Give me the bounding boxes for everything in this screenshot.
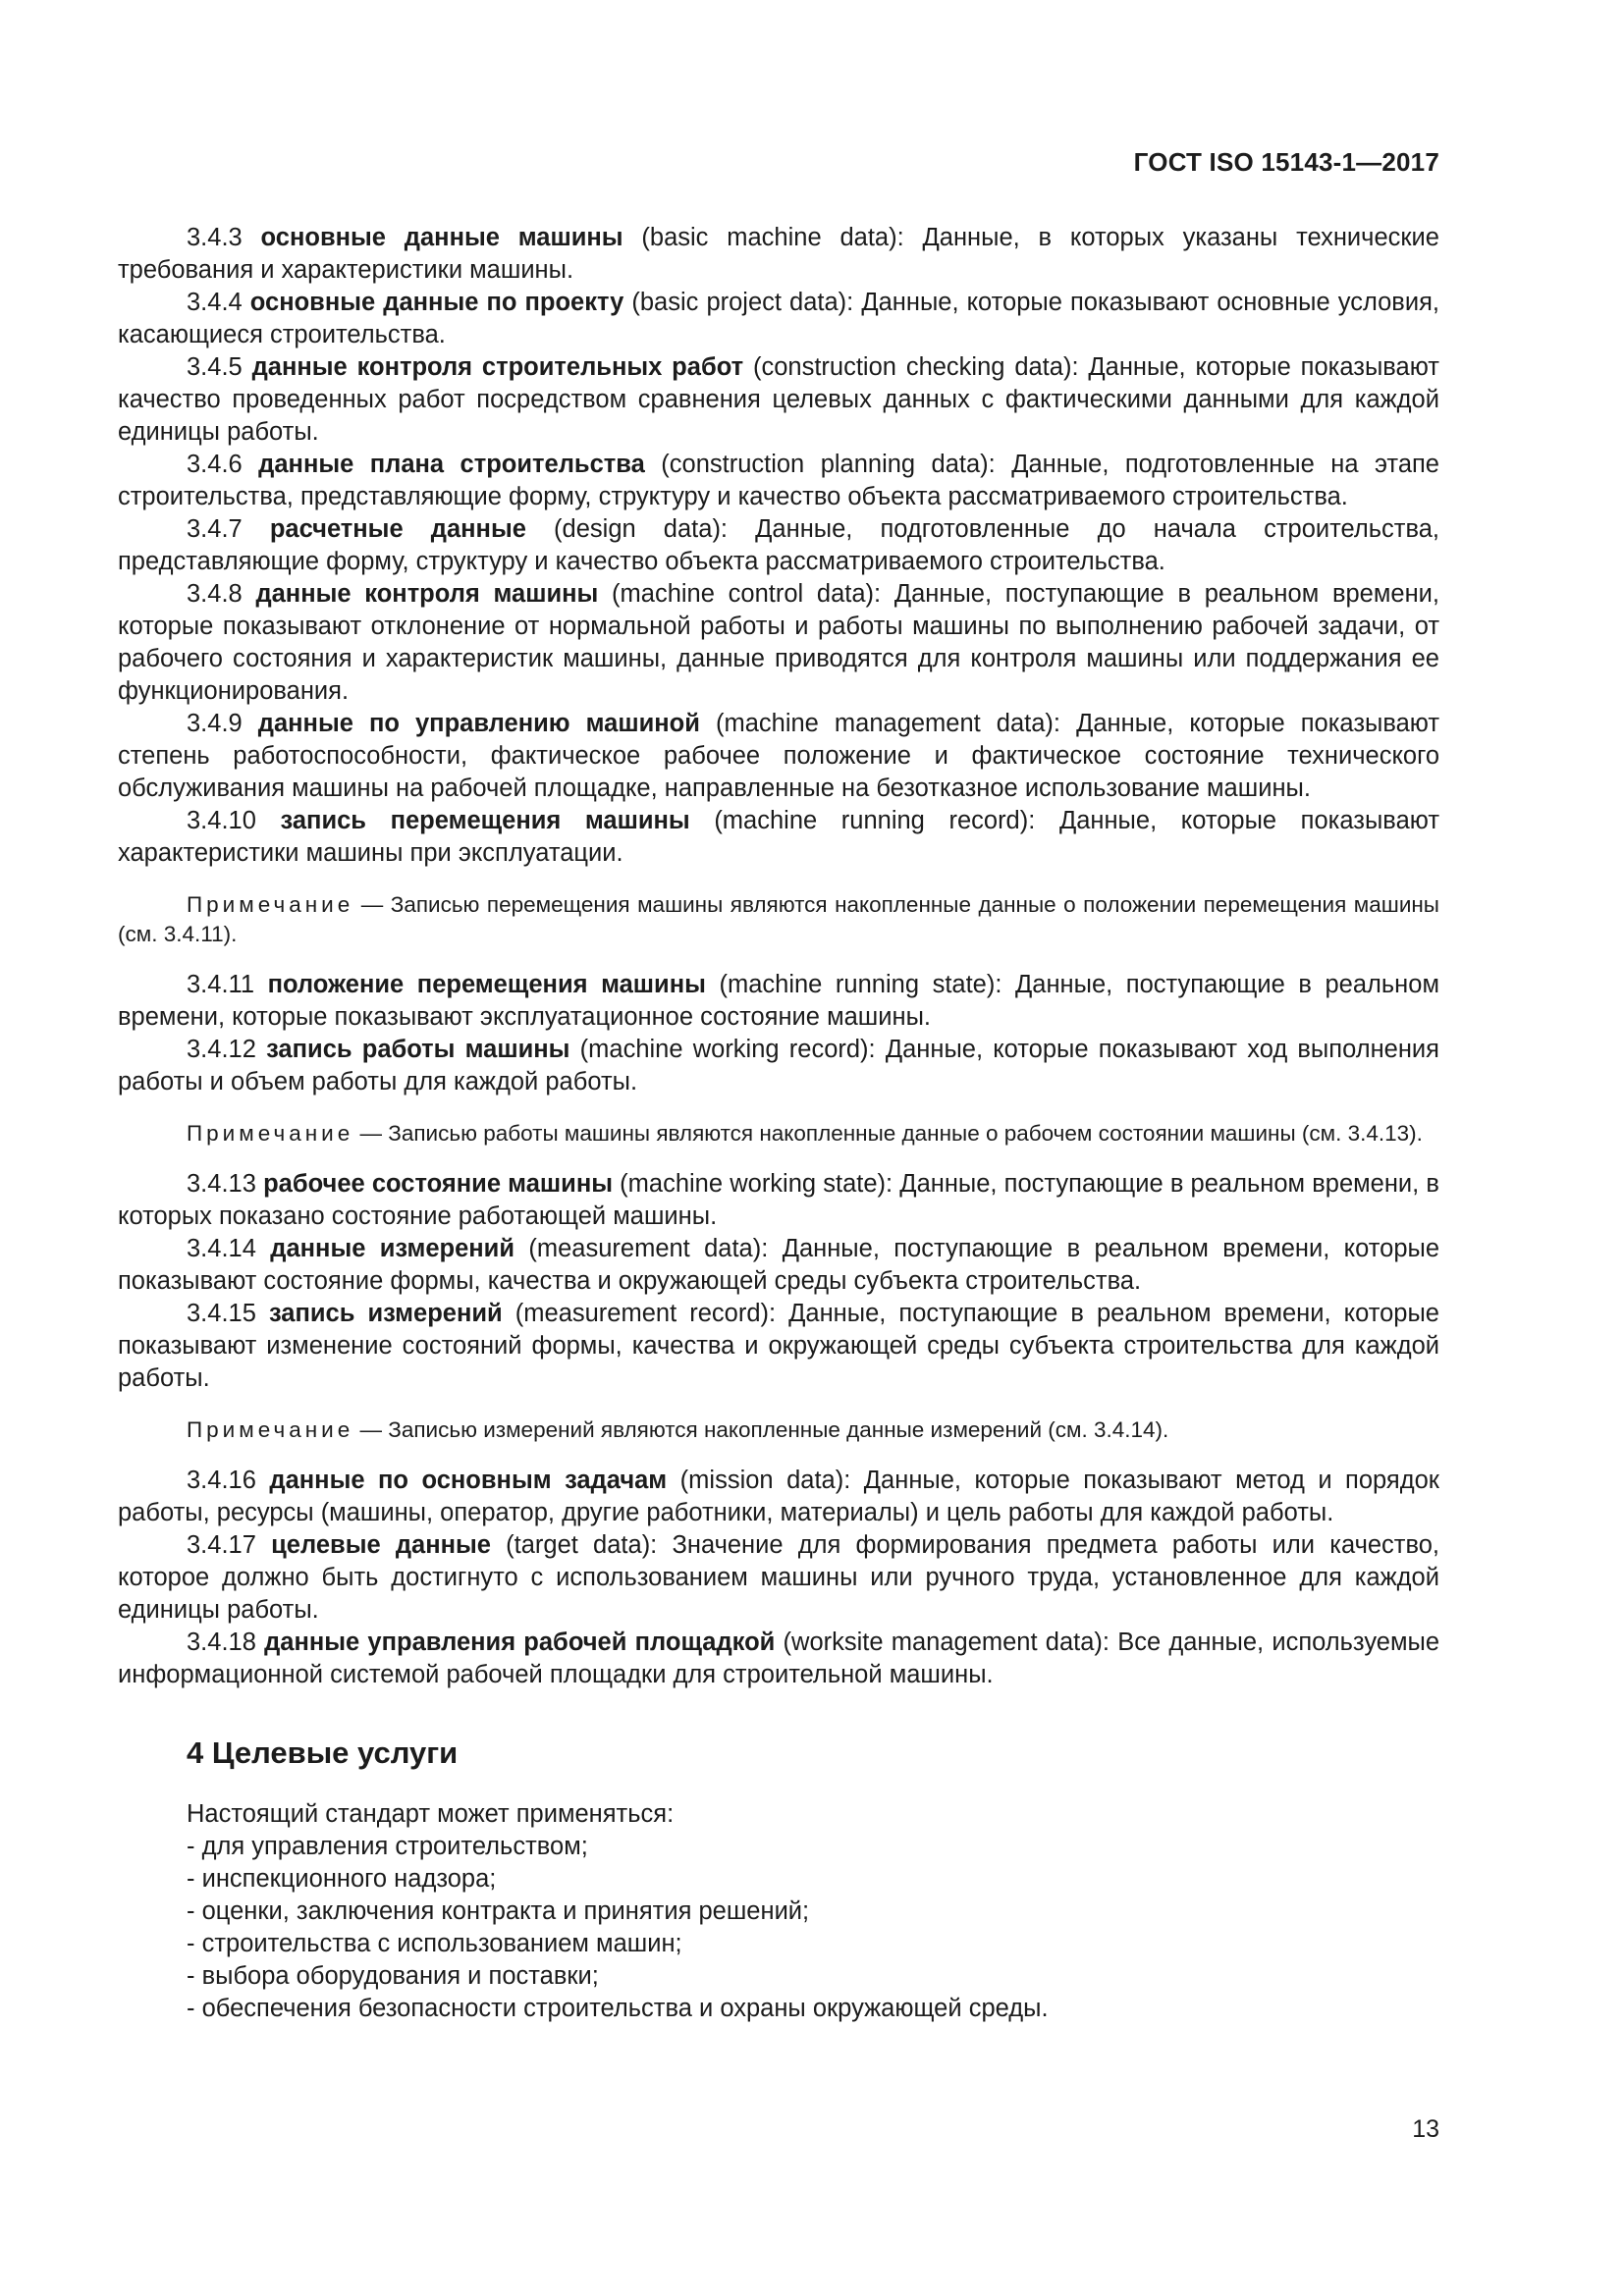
term-english: (basic project data): — [631, 289, 854, 316]
term-name: данные контроля строительных работ — [251, 353, 744, 381]
term-note — [118, 1415, 1439, 1445]
term-definition-text: Данные, которые показывают метод и порядок работы, ресурсы (машины, оператор, другие работники, материалы) и цель работы для каждой работы. — [118, 1467, 1439, 1526]
term-english: (basic machine data): — [641, 224, 904, 251]
term-number: 3.4.11 — [187, 971, 255, 998]
term-number: 3.4.13 — [187, 1170, 256, 1198]
term-number: 3.4.7 — [187, 515, 243, 543]
term-definition — [118, 708, 1439, 805]
document-body — [118, 222, 1439, 2025]
list-item: - обеспечения безопасности строительства и охраны окружающей среды. — [187, 1995, 1049, 2022]
term-number: 3.4.12 — [187, 1036, 256, 1063]
term-definition-text: Данные, которые показывают характеристики машины при эксплуатации. — [118, 807, 1439, 867]
term-name: данные управления рабочей площадкой — [264, 1629, 776, 1656]
term-number: 3.4.14 — [187, 1235, 256, 1262]
note-label: Примечание — [187, 1121, 354, 1146]
term-name: запись измерений — [268, 1300, 503, 1327]
section-intro: Настоящий стандарт может применяться: — [187, 1800, 675, 1828]
term-definition-text: Данные, поступающие в реальном времени, которые показывают отклонение от нормальной работы и работы машины по выполнению рабочей задачи, от рабочего состояния и характеристик машины, данные приводятся для контроля машины или поддержания ее функционирования. — [118, 580, 1439, 705]
list-item: - инспекционного надзора; — [187, 1865, 497, 1893]
term-name: данные по управлению машиной — [257, 710, 700, 737]
term-name: рабочее состояние машины — [263, 1170, 613, 1198]
term-name: целевые данные — [271, 1531, 491, 1559]
section-title: 4 Целевые услуги — [187, 1735, 459, 1770]
term-english: (worksite management data): — [783, 1629, 1110, 1656]
term-definition-text: Данные, подготовленные на этапе строительства, представляющие форму, структуру и качество объекта рассматриваемого строительства. — [118, 451, 1439, 510]
term-english: (construction checking data): — [752, 353, 1079, 381]
term-definition-text: Данные, которые показывают степень работоспособности, фактическое рабочее положение и фактическое состояние технического обслуживания машины на рабочей площадке, направленные на безотказное использование машины. — [118, 710, 1440, 802]
term-definition-text: Данные, которые показывают качество проведенных работ посредством сравнения целевых данных с фактическими данными для каждой единицы работы. — [118, 353, 1439, 446]
term-english: (mission data): — [679, 1467, 851, 1494]
term-definition — [118, 969, 1439, 1034]
list-item: - строительства с использованием машин; — [187, 1930, 682, 1957]
term-definition — [118, 513, 1439, 578]
term-definition — [118, 351, 1439, 449]
term-number: 3.4.18 — [187, 1629, 256, 1656]
term-definition-text: Все данные, используемые информационной системой рабочей площадки для строительной машины. — [118, 1629, 1440, 1688]
term-english: (measurement data): — [528, 1235, 769, 1262]
term-number: 3.4.15 — [187, 1300, 256, 1327]
term-note — [118, 890, 1439, 949]
term-english: (machine running state): — [719, 971, 1002, 998]
term-name: данные по основным задачам — [269, 1467, 668, 1494]
term-definition — [118, 1168, 1439, 1233]
term-definition — [118, 449, 1439, 513]
term-definition — [118, 222, 1439, 287]
term-definition — [118, 1529, 1439, 1627]
term-english: (machine control data): — [612, 580, 882, 608]
term-definition-text: Данные, поступающие в реальном времени, в которых показано состояние работающей машины. — [118, 1170, 1439, 1230]
term-definition-text: Данные, которые показывают основные условия, касающиеся строительства. — [118, 289, 1439, 348]
term-name: данные контроля машины — [255, 580, 599, 608]
term-number: 3.4.9 — [187, 710, 243, 737]
list-item: - для управления строительством; — [187, 1833, 588, 1860]
term-name: расчетные данные — [269, 515, 526, 543]
term-definition-text: Значение для формирования предмета работы или качество, которое должно быть достигнуто с использованием машины или ручного труда, установленное для каждой единицы работы. — [118, 1531, 1439, 1624]
term-definition-text: Данные, поступающие в реальном времени, которые показывают эксплуатационное состояние машины. — [118, 971, 1439, 1031]
list-item: - оценки, заключения контракта и принятия решений; — [187, 1897, 810, 1925]
term-number: 3.4.17 — [187, 1531, 256, 1559]
term-english: (construction planning data): — [661, 451, 996, 478]
term-english: (machine management data): — [715, 710, 1061, 737]
term-definition — [118, 805, 1439, 870]
note-label: Примечание — [187, 892, 354, 917]
term-definition — [118, 578, 1439, 708]
term-name: положение перемещения машины — [267, 971, 706, 998]
term-number: 3.4.10 — [187, 807, 256, 834]
term-number: 3.4.6 — [187, 451, 243, 478]
term-number: 3.4.5 — [187, 353, 243, 381]
term-definition — [118, 1627, 1439, 1691]
note-text: — Записью работы машины являются накопленные данные о рабочем состоянии машины (см. 3.4.13). — [359, 1121, 1423, 1146]
term-definition-text: Данные, поступающие в реальном времени, которые показывают состояние формы, качества и окружающей среды субъекта строительства. — [118, 1235, 1440, 1295]
term-definition — [118, 287, 1439, 351]
term-english: (machine working record): — [579, 1036, 876, 1063]
term-english: (measurement record): — [514, 1300, 777, 1327]
page-number: 13 — [1412, 2115, 1439, 2143]
term-name: основные данные машины — [260, 224, 623, 251]
note-text: — Записью перемещения машины являются накопленные данные о положении перемещения машины (см. 3.4.11). — [118, 892, 1439, 946]
term-name: основные данные по проекту — [249, 289, 624, 316]
term-definition — [118, 1233, 1439, 1298]
term-number: 3.4.4 — [187, 289, 243, 316]
note-text: — Записью измерений являются накопленные данные измерений (см. 3.4.14). — [359, 1417, 1169, 1442]
term-definition-text: Данные, поступающие в реальном времени, которые показывают изменение состояний формы, качества и окружающей среды субъекта строительства для каждой работы. — [118, 1300, 1439, 1392]
term-name: данные измерений — [270, 1235, 515, 1262]
term-english: (machine working state): — [620, 1170, 893, 1198]
list-item: - выбора оборудования и поставки; — [187, 1962, 599, 1990]
term-english: (machine running record): — [714, 807, 1036, 834]
uses-list — [187, 1831, 1439, 2025]
term-name: запись перемещения машины — [280, 807, 690, 834]
term-name: данные плана строительства — [258, 451, 645, 478]
term-definition-text: Данные, которые показывают ход выполнения работы и объем работы для каждой работы. — [118, 1036, 1439, 1095]
term-english: (target data): — [506, 1531, 658, 1559]
standard-header: ГОСТ ISO 15143-1—2017 — [1133, 147, 1439, 177]
term-english: (design data): — [554, 515, 729, 543]
term-number: 3.4.3 — [187, 224, 243, 251]
term-name: запись работы машины — [266, 1036, 570, 1063]
term-definition-text: Данные, в которых указаны технические требования и характеристики машины. — [118, 224, 1439, 284]
term-number: 3.4.16 — [187, 1467, 256, 1494]
note-label: Примечание — [187, 1417, 354, 1442]
term-definition-text: Данные, подготовленные до начала строительства, представляющие форму, структуру и качество объекта рассматриваемого строительства. — [118, 515, 1439, 575]
term-number: 3.4.8 — [187, 580, 243, 608]
term-definition — [118, 1465, 1439, 1529]
term-definition — [118, 1298, 1439, 1395]
term-note — [118, 1119, 1439, 1148]
term-definition — [118, 1034, 1439, 1098]
